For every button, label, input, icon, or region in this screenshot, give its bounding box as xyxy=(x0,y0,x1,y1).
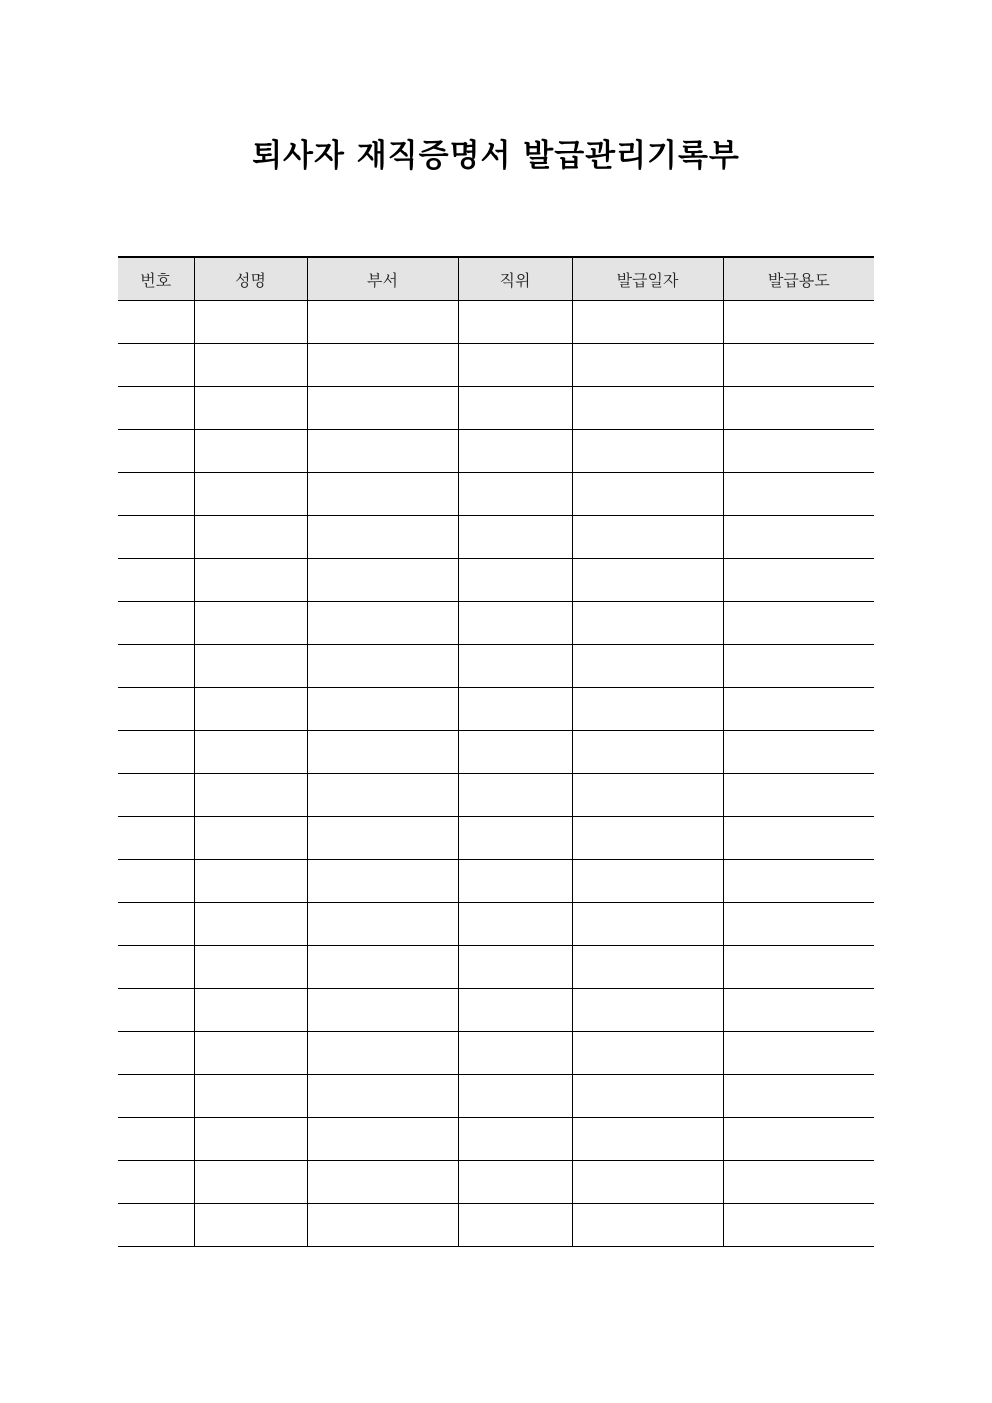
cell-department xyxy=(307,387,458,430)
column-header-department: 부서 xyxy=(307,257,458,301)
cell-name xyxy=(194,1161,307,1204)
cell-issue-purpose xyxy=(723,344,874,387)
cell-department xyxy=(307,559,458,602)
cell-position xyxy=(458,344,572,387)
cell-department xyxy=(307,774,458,817)
table-row xyxy=(118,860,874,903)
table-row xyxy=(118,946,874,989)
table-row xyxy=(118,731,874,774)
cell-issue-purpose xyxy=(723,602,874,645)
cell-name xyxy=(194,1204,307,1247)
table-row xyxy=(118,774,874,817)
table-row xyxy=(118,817,874,860)
cell-issue-purpose xyxy=(723,946,874,989)
cell-position xyxy=(458,516,572,559)
cell-issue-date xyxy=(572,430,723,473)
cell-issue-date xyxy=(572,645,723,688)
cell-name xyxy=(194,473,307,516)
cell-department xyxy=(307,473,458,516)
cell-issue-date xyxy=(572,688,723,731)
cell-issue-purpose xyxy=(723,301,874,344)
table-header xyxy=(118,257,874,301)
cell-issue-purpose xyxy=(723,860,874,903)
cell-number xyxy=(118,946,194,989)
cell-department xyxy=(307,817,458,860)
cell-number xyxy=(118,301,194,344)
cell-issue-purpose xyxy=(723,731,874,774)
cell-department xyxy=(307,1075,458,1118)
cell-department xyxy=(307,1032,458,1075)
cell-department xyxy=(307,344,458,387)
cell-position xyxy=(458,817,572,860)
cell-position xyxy=(458,903,572,946)
cell-issue-date xyxy=(572,989,723,1032)
cell-issue-purpose xyxy=(723,1204,874,1247)
cell-number xyxy=(118,473,194,516)
cell-position xyxy=(458,774,572,817)
table-row xyxy=(118,602,874,645)
table-row xyxy=(118,301,874,344)
cell-position xyxy=(458,688,572,731)
cell-issue-date xyxy=(572,731,723,774)
cell-name xyxy=(194,344,307,387)
cell-number xyxy=(118,903,194,946)
cell-name xyxy=(194,903,307,946)
table-row xyxy=(118,645,874,688)
cell-number xyxy=(118,1161,194,1204)
page-title: 퇴사자 재직증명서 발급관리기록부 xyxy=(252,138,740,174)
cell-department xyxy=(307,1204,458,1247)
cell-department xyxy=(307,430,458,473)
column-header-number: 번호 xyxy=(118,257,194,301)
table-row xyxy=(118,1204,874,1247)
cell-name xyxy=(194,860,307,903)
cell-issue-date xyxy=(572,817,723,860)
table-row xyxy=(118,903,874,946)
cell-number xyxy=(118,344,194,387)
cell-position xyxy=(458,473,572,516)
cell-position xyxy=(458,430,572,473)
cell-name xyxy=(194,430,307,473)
cell-number xyxy=(118,1204,194,1247)
cell-position xyxy=(458,301,572,344)
column-header-issue-date: 발급일자 xyxy=(572,257,723,301)
cell-issue-date xyxy=(572,1161,723,1204)
cell-position xyxy=(458,645,572,688)
cell-number xyxy=(118,989,194,1032)
cell-name xyxy=(194,602,307,645)
cell-position xyxy=(458,1075,572,1118)
table-row xyxy=(118,387,874,430)
cell-position xyxy=(458,1032,572,1075)
cell-name xyxy=(194,301,307,344)
cell-issue-purpose xyxy=(723,473,874,516)
cell-issue-date xyxy=(572,387,723,430)
cell-position xyxy=(458,731,572,774)
cell-issue-date xyxy=(572,774,723,817)
cell-issue-purpose xyxy=(723,1118,874,1161)
cell-name xyxy=(194,989,307,1032)
table-row xyxy=(118,1075,874,1118)
column-header-issue-purpose: 발급용도 xyxy=(723,257,874,301)
cell-name xyxy=(194,774,307,817)
cell-issue-date xyxy=(572,559,723,602)
column-header-position: 직위 xyxy=(458,257,572,301)
cell-position xyxy=(458,559,572,602)
table-row xyxy=(118,344,874,387)
cell-issue-date xyxy=(572,1118,723,1161)
cell-name xyxy=(194,387,307,430)
cell-position xyxy=(458,946,572,989)
cell-name xyxy=(194,1118,307,1161)
cell-issue-purpose xyxy=(723,688,874,731)
cell-issue-date xyxy=(572,946,723,989)
table-row xyxy=(118,989,874,1032)
cell-position xyxy=(458,860,572,903)
cell-department xyxy=(307,516,458,559)
table-row xyxy=(118,430,874,473)
table-row xyxy=(118,688,874,731)
cell-number xyxy=(118,1075,194,1118)
cell-number xyxy=(118,774,194,817)
cell-issue-date xyxy=(572,860,723,903)
cell-number xyxy=(118,731,194,774)
cell-department xyxy=(307,903,458,946)
table-row xyxy=(118,516,874,559)
cell-issue-purpose xyxy=(723,559,874,602)
cell-issue-date xyxy=(572,473,723,516)
cell-department xyxy=(307,989,458,1032)
cell-position xyxy=(458,387,572,430)
cell-department xyxy=(307,688,458,731)
cell-number xyxy=(118,645,194,688)
table-body xyxy=(118,301,874,1247)
cell-issue-purpose xyxy=(723,817,874,860)
cell-issue-purpose xyxy=(723,645,874,688)
cell-number xyxy=(118,1032,194,1075)
cell-name xyxy=(194,688,307,731)
cell-issue-purpose xyxy=(723,1161,874,1204)
cell-position xyxy=(458,989,572,1032)
cell-issue-purpose xyxy=(723,1075,874,1118)
cell-issue-date xyxy=(572,516,723,559)
table-row xyxy=(118,473,874,516)
cell-issue-purpose xyxy=(723,430,874,473)
cell-number xyxy=(118,602,194,645)
cell-name xyxy=(194,817,307,860)
cell-name xyxy=(194,1032,307,1075)
cell-number xyxy=(118,688,194,731)
cell-number xyxy=(118,559,194,602)
cell-issue-purpose xyxy=(723,387,874,430)
cell-issue-date xyxy=(572,1204,723,1247)
cell-issue-purpose xyxy=(723,1032,874,1075)
table-row xyxy=(118,1161,874,1204)
column-header-name: 성명 xyxy=(194,257,307,301)
cell-issue-date xyxy=(572,1075,723,1118)
cell-department xyxy=(307,645,458,688)
cell-name xyxy=(194,1075,307,1118)
cell-name xyxy=(194,559,307,602)
cell-position xyxy=(458,1204,572,1247)
table-row xyxy=(118,559,874,602)
cell-number xyxy=(118,387,194,430)
cell-department xyxy=(307,1118,458,1161)
cell-position xyxy=(458,1161,572,1204)
cell-name xyxy=(194,645,307,688)
cell-issue-date xyxy=(572,344,723,387)
cell-name xyxy=(194,516,307,559)
table-row xyxy=(118,1118,874,1161)
cell-number xyxy=(118,817,194,860)
header-row xyxy=(118,257,874,301)
cell-number xyxy=(118,430,194,473)
table-row xyxy=(118,1032,874,1075)
cell-position xyxy=(458,1118,572,1161)
cell-department xyxy=(307,301,458,344)
cell-department xyxy=(307,946,458,989)
cell-issue-purpose xyxy=(723,774,874,817)
cell-department xyxy=(307,1161,458,1204)
certificate-register-table xyxy=(118,256,874,1247)
cell-department xyxy=(307,860,458,903)
cell-issue-date xyxy=(572,903,723,946)
cell-number xyxy=(118,516,194,559)
cell-issue-date xyxy=(572,602,723,645)
cell-department xyxy=(307,731,458,774)
cell-department xyxy=(307,602,458,645)
cell-position xyxy=(458,602,572,645)
cell-number xyxy=(118,860,194,903)
cell-issue-date xyxy=(572,301,723,344)
cell-name xyxy=(194,731,307,774)
cell-name xyxy=(194,946,307,989)
cell-issue-purpose xyxy=(723,903,874,946)
cell-issue-date xyxy=(572,1032,723,1075)
cell-issue-purpose xyxy=(723,516,874,559)
cell-number xyxy=(118,1118,194,1161)
cell-issue-purpose xyxy=(723,989,874,1032)
